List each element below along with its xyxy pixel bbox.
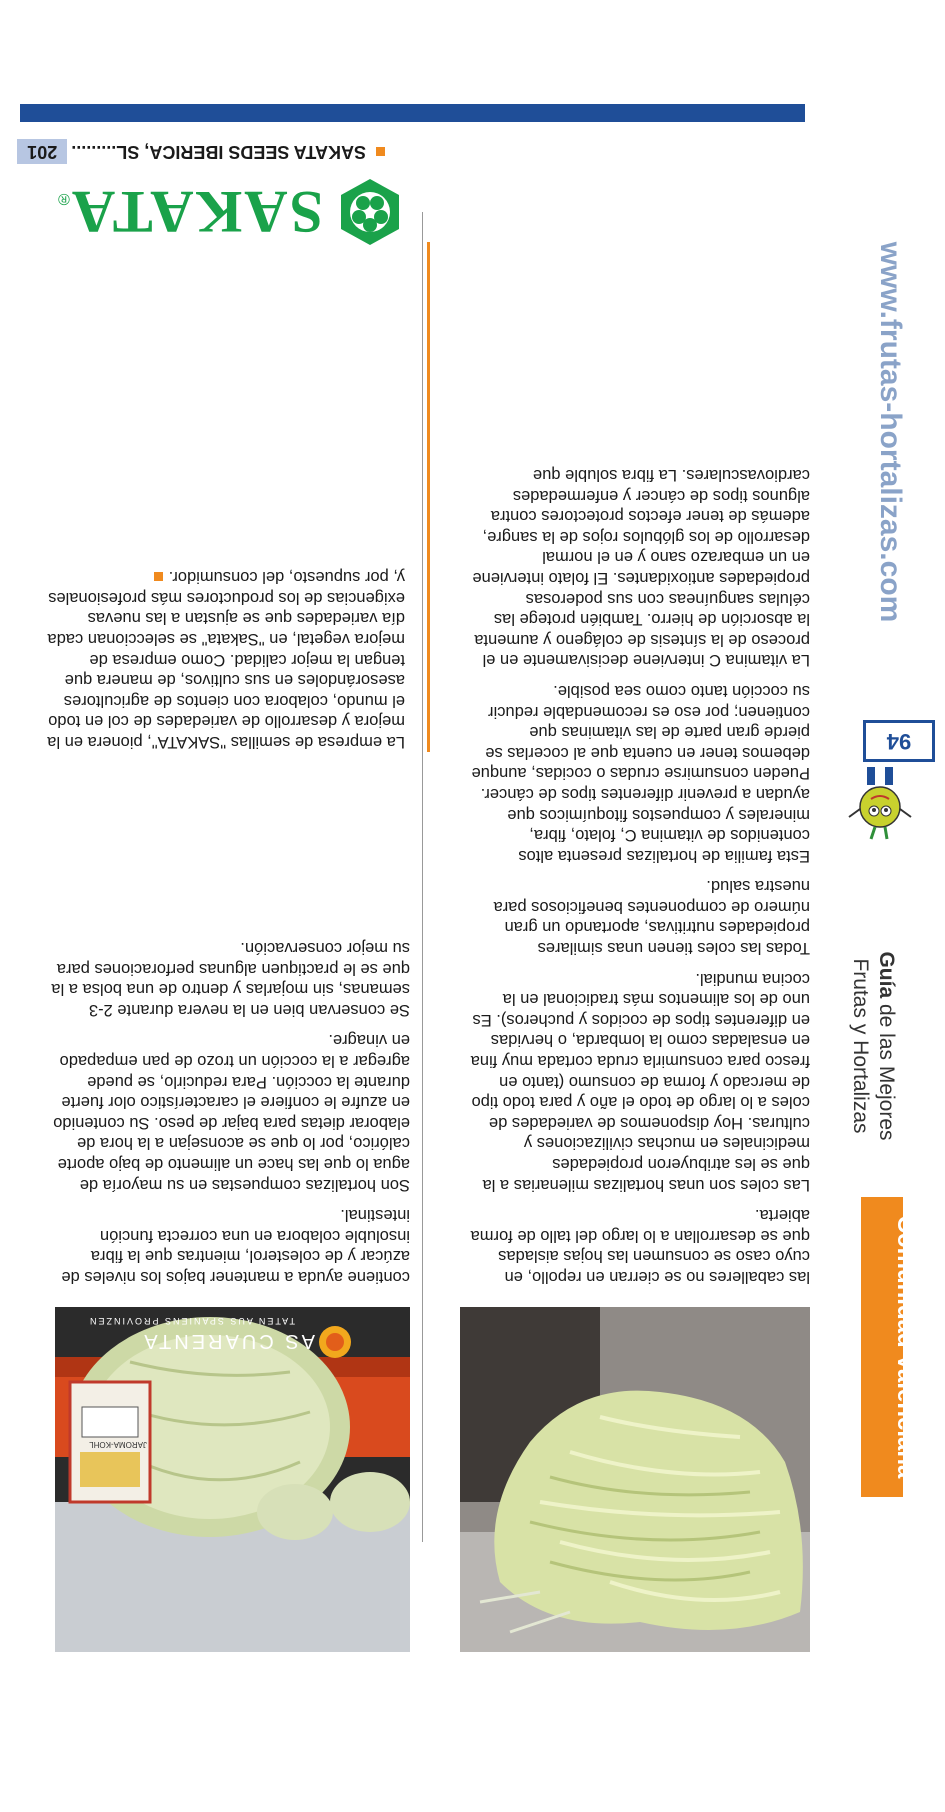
left-text-column	[470, 454, 810, 1287]
left-paragraph: las caballeres no se cierran en repollo, en cuyo caso se consumen las hojas aisladas que se desarrollan a lo largo del tallo de forma abierta.	[470, 1206, 810, 1286]
sakata-logo-text: SAKATA	[69, 179, 323, 246]
sakata-paragraph: La empresa de semillas "SAKATA", pionera en la mejora y desarrollo de variedades de col en todo el mundo, colabora con cientos de agricultores asesorándoles en sus cultivos, de manera que tengan la mejor calidad. Como empresa de mejora vegetal, en "Sakata" se seleccionan cada día variedades que se ajustan a las nuevas exigencias de los productores más profesionales y, por supuesto, del consumidor.	[47, 568, 405, 751]
crate-label	[141, 1329, 315, 1352]
sakata-box-text	[35, 557, 405, 752]
orange-square-icon	[154, 572, 163, 581]
right-paragraph: Se conservan bien en la nevera durante 2-3 semanas, sin mojarlas y dentro de una bolsa a la que se le practiquen algunas perforaciones para su mejor conservación.	[51, 939, 410, 1019]
orange-square-icon	[376, 148, 385, 157]
guide-title-rest: de las Mejores	[875, 998, 898, 1141]
registered-mark: ®	[58, 190, 70, 207]
blue-bar	[20, 104, 805, 122]
crate-label-prefix: AS	[282, 1330, 315, 1352]
column-divider	[422, 212, 423, 1542]
website-url: www.frutas-hortalizas.com	[874, 241, 907, 623]
crate-strip: TATEN AUS SPANIENS PROVINZEN	[87, 1316, 295, 1326]
orange-rule	[427, 242, 430, 752]
sidebar	[830, 0, 945, 1812]
right-text-column	[40, 928, 410, 1288]
region-title: Comunidad Valenciana	[892, 1215, 919, 1479]
right-paragraph: Son hortalizas compuestas en su mayoría de agua lo que las hace un alimento de bajo aporte calórico, por lo que se aconsejan a la hora de elaborar dietas para bajar de peso. Su contenido en azufre le confiere el característico olor fuerte durante la cocción. Para reducirlo, se puede agregar a la cocción un trozo de pan empapado en vinagre.	[53, 1031, 410, 1194]
page-number: 94	[863, 720, 935, 762]
left-paragraph: Las coles son unas hortalizas milenarias a la que se les atribuyeron propiedades medicinales en muchas civilizaciones y culturas. Hoy disponemos de variedades de coles a lo largo de todo el año y para todo tipo de mercado y forma de consumo (tanto en fresco para consumirla cruda cortada muy fina en ensaladas como la lombarda, o hervidas en diferentes tipos de cocidos y pucheros). Es uno de los alimentos más tradicional en la cocina mundial.	[470, 969, 810, 1194]
left-paragraph: Todas las coles tienen unas similares propiedades nutritivas, aportando un gran número de componentes beneficiosos para nuestra salud.	[493, 877, 810, 958]
guide-title-bold: Guía	[875, 951, 898, 999]
mascot-icon	[845, 757, 915, 847]
left-paragraph: Esta familia de hortalizas presenta altos contenidos de vitamina C, folato, fibra, minerales y compuestos fitoquímicos que ayudan a prevenir diferentes tipos de cáncer. Pueden consumirse crudas o cocidas, aunque debemos tener en cuenta que al cocerlas se pierde gran parte de las vitaminas que contienen; por eso es recomendable reducir su cocción tanto como sea posible.	[471, 681, 810, 865]
cabbage-crate-photo	[55, 1307, 410, 1652]
sticker-brand: JAROMA-KOHL	[89, 1440, 147, 1449]
cabbage-crate-icon	[55, 1307, 410, 1652]
sakata-logo	[35, 177, 405, 247]
sponsor-line	[15, 137, 385, 167]
left-paragraph: La vitamina C interviene decisivamente en el proceso de la síntesis de colágeno y aumenta la absorción de hierro. También protege las células sanguíneas con sus poderosas propiedades antioxidantes. El folato interviene en un embarazo sano y en el normal desarrollo de los glóbulos rojos de la sangre, además de tener efectos protectores contra algunos tipos de cáncer y enfermedades cardiovasculares. La fibra soluble que	[472, 466, 810, 670]
sponsor-number: 201	[17, 140, 67, 165]
guide-title-line2: Frutas y Hortalizas	[849, 958, 872, 1134]
sakata-flower-icon	[335, 177, 405, 247]
sponsor-company: SAKATA SEEDS IBERICA, SL.........	[71, 142, 366, 163]
guide-title	[847, 896, 899, 1196]
crate-label-main: CUARENTA	[141, 1330, 274, 1352]
shredded-cabbage-icon	[460, 1307, 810, 1652]
right-paragraph: contiene ayuda a mantener bajos los niveles de azúcar y de colesterol, mientras que la fibra insoluble colabora en una correcta función intestinal.	[61, 1206, 410, 1286]
shredded-cabbage-photo	[460, 1307, 810, 1652]
